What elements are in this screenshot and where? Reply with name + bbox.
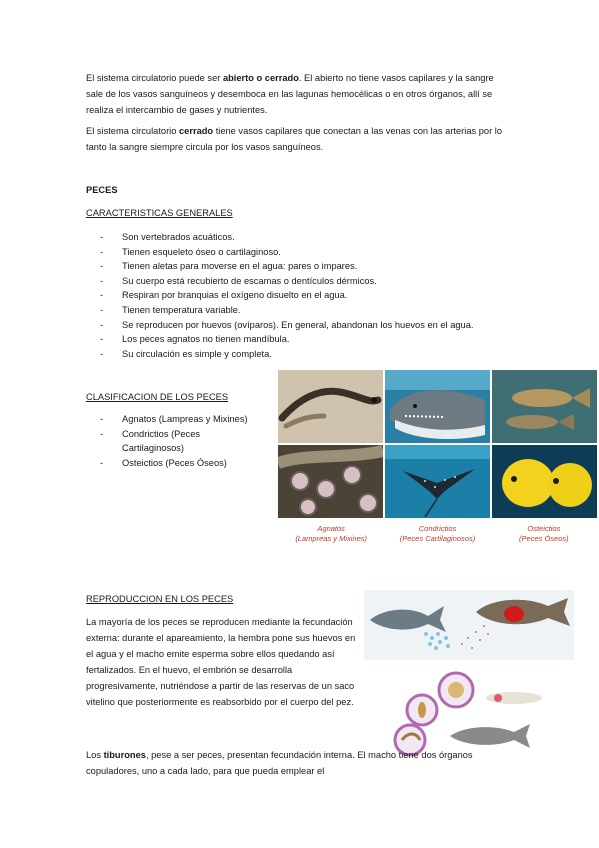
subtitle-reproduccion: REPRODUCCION EN LOS PECES (86, 594, 234, 604)
list-item: - Son vertebrados acuáticos. (100, 230, 520, 245)
list-item: - Condrictios (Peces Cartilaginosos) (100, 427, 242, 456)
intro-paragraph-2: El sistema circulatorio cerrado tiene vasos capilares que conectan a las venas con las arterias por lo tanto la sangre siempre circula por los vasos sanguíneos. (86, 126, 502, 152)
butterflyfish-photo (492, 445, 597, 518)
list-item: - Tienen aletas para moverse en el agua: pares o impares. (100, 259, 520, 274)
fish-reproduction-diagram (364, 590, 574, 760)
intro-paragraph-1: El sistema circulatorio puede ser abierto o cerrado. El abierto no tiene vasos capilares y la sangre sale de los vasos sanguíneos y desemboca en las lagunas hemocélicas o en otros órganos, allí se realiza el intercambio de gases y nutrientes. (86, 73, 494, 115)
subtitle-caracteristicas: CARACTERISTICAS GENERALES (86, 208, 233, 218)
characteristics-list (100, 230, 520, 361)
caption-condrictios: Condrictios (Peces Cartilaginosos) (399, 524, 476, 543)
caption-agnatos: Agnatos (Lampreas y Mixines) (295, 524, 367, 543)
list-item: - Su circulación es simple y completa. (100, 347, 520, 362)
ray-photo (385, 445, 490, 518)
list-item: - Tienen esqueleto óseo o cartilaginoso. (100, 245, 520, 260)
fish-classification-image (278, 370, 597, 518)
list-item: - Osteictios (Peces Óseos) (100, 456, 270, 471)
shark-photo (385, 370, 490, 443)
section-title-peces: PECES (86, 185, 118, 195)
list-item: - Respiran por branquias el oxígeno disuelto en el agua. (100, 288, 520, 303)
cod-fish-photo (492, 370, 597, 443)
reproduction-paragraph: La mayoría de los peces se reproducen mediante la fecundación externa: durante el apareamiento, la hembra pone sus huevos en el agua y el macho emite esperma sobre ellos quedando así fertalizados. En el huevo, el embrión se desarrolla progresivamente, nutriéndose a partir de las reservas de un saco vitelino que posteriormente es reabsorbido por el cuerpo del pez. (86, 617, 356, 707)
fish-captions (278, 524, 597, 544)
lamprey-photo (278, 370, 383, 443)
list-item: - Tienen temperatura variable. (100, 303, 520, 318)
list-item: - Su cuerpo está recubierto de escamas o dentículos dérmicos. (100, 274, 520, 289)
caption-osteictios: Osteictios (Peces Óseos) (519, 524, 569, 543)
classification-list (100, 412, 270, 470)
list-item: - Los peces agnatos no tienen mandíbula. (100, 332, 520, 347)
lamprey-mouths-photo (278, 445, 383, 518)
list-item: - Agnatos (Lampreas y Mixines) (100, 412, 270, 427)
subtitle-clasificacion: CLASIFICACION DE LOS PECES (86, 392, 229, 402)
list-item: - Se reproducen por huevos (ovíparos). En general, abandonan los huevos en el agua. (100, 318, 520, 333)
sharks-paragraph: Los tiburones, pese a ser peces, presentan fecundación interna. El macho tiene dos órganos copuladores, uno a cada lado, para que pueda emplear el (86, 750, 473, 776)
